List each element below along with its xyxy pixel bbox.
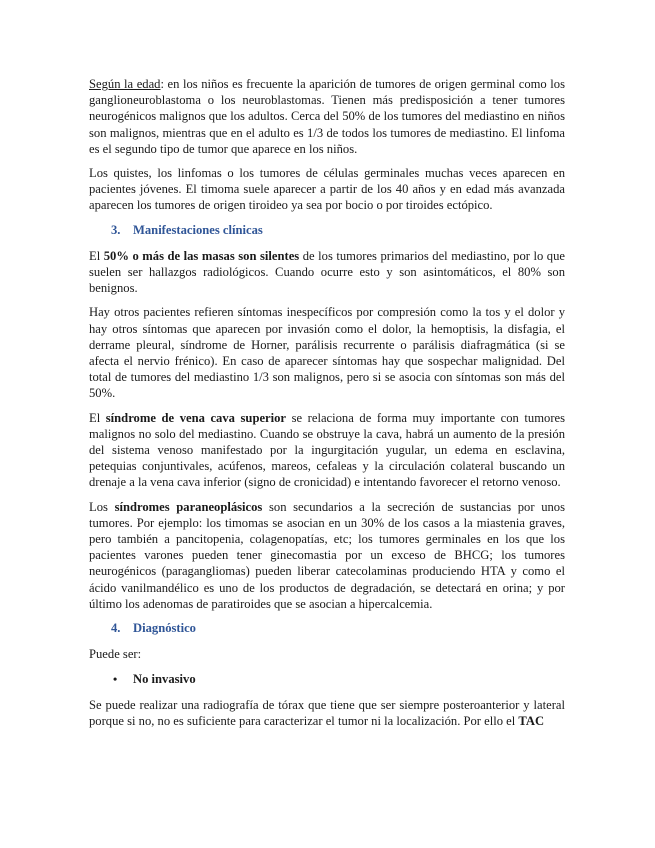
paragraph-text: El [89,410,106,425]
section-number: 4. [111,621,121,636]
section-heading-diagnostico [111,620,565,636]
section-title: Manifestaciones clínicas [133,222,263,237]
paragraph-radiografia [89,697,565,729]
paragraph-vena-cava [89,410,565,491]
paragraph-text: El [89,248,104,263]
bold-term: 50% o más de las masas son silentes [103,248,300,263]
page-content [89,76,565,737]
paragraph-symptoms: Hay otros pacientes refieren síntomas inespecíficos por compresión como la tos y el dolor y hay otros síntomas que aparecen por invasión como el dolor, la hemoptisis, la disfagia, el derrame pleural, síndrome de Horner, parálisis recurrente o parálisis diafragmática (si se afecta el nervio frénico). En caso de aparecer síntomas hay que sospechar malignidad. Del total de tumores del mediastino 1/3 son malignos, pero si se asocia con síntomas son más del 50%. [89,305,565,401]
paragraph-text: son secundarios a la secreción de sustancias por unos tumores. Por ejemplo: los timomas se asocian en un 30% de los casos a la miastenia graves, pero también a pancitopenia, colagenopatías, etc; los tumores germinales en los que los pacientes varones pueden tener ginecomastia por un exceso de BHCG; los tumores neurogénicos (paragangliomas) pueden liberar catecolaminas produciendo HTA y como el ácido vanilmandélico es uno de los productos de degradación, se detectará en orina; y por último los adenomas de paratiroides que se asocian a hipercalcemia. [89,499,565,611]
bold-term: síndromes paraneoplásicos [114,499,263,514]
bullet-icon: • [113,671,118,686]
paragraph-text: se relaciona de forma muy importante con tumores malignos no solo del mediastino. Cuando se obstruye la cava, habrá un aumento de la presión del sistema venoso manifestado por la ingurgitación yugular, un edema en esclavina, petequias conjuntivales, acúfenos, mareos, cefaleas y la circulación colateral buscando un drenaje a la vena cava inferior (signo de cronicidad) e intentando favorecer el retorno venoso. [89,410,565,490]
paragraph-text: de los tumores primarios del mediastino, por lo que suelen ser hallazgos radiológicos. Cuando ocurre esto y son asintomáticos, el 80% son benignos. [89,248,565,296]
paragraph-text: : en los niños es frecuente la aparición de tumores de origen germinal como los ganglioneuroblastoma o los neuroblastomas. Tienen más predisposición a tener tumores neurogénicos malignos que los adultos. Cerca del 50% de los tumores del mediastino en niños son malignos, mientras que en el adulto es 1/3 de todos los tumores de mediastino. El linfoma es el segundo tipo de tumor que aparece en los niños. [89,77,565,156]
bullet-label: No invasivo [133,671,196,686]
paragraph-young-patients: Los quistes, los linfomas o los tumores de células germinales muchas veces aparecen en pacientes jóvenes. El timoma suele aparecer a partir de los 40 años y en edad más avanzada aparecen los tumores de origen tiroideo ya sea por bocio o por tiroides ectópico. [89,166,565,213]
section-title: Diagnóstico [133,621,196,636]
paragraph-paraneoplastic [89,499,565,612]
bold-term: TAC [518,713,545,728]
bold-term: síndrome de vena cava superior [105,410,287,425]
section-number: 3. [111,222,121,237]
paragraph-text: Se puede realizar una radiografía de tórax que tiene que ser siempre posteroanterior y lateral porque si no, no es suficiente para caracterizar el tumor ni la localización. Por ello el [89,697,565,728]
paragraph-silent-masses [89,248,565,297]
paragraph-age [89,76,565,157]
underlined-term: Según la edad [89,77,161,91]
section-heading-manifestaciones [111,222,565,238]
bullet-item-no-invasivo [113,671,565,687]
paragraph-puede-ser: Puede ser: [89,647,142,662]
paragraph-text: Los [89,499,115,514]
